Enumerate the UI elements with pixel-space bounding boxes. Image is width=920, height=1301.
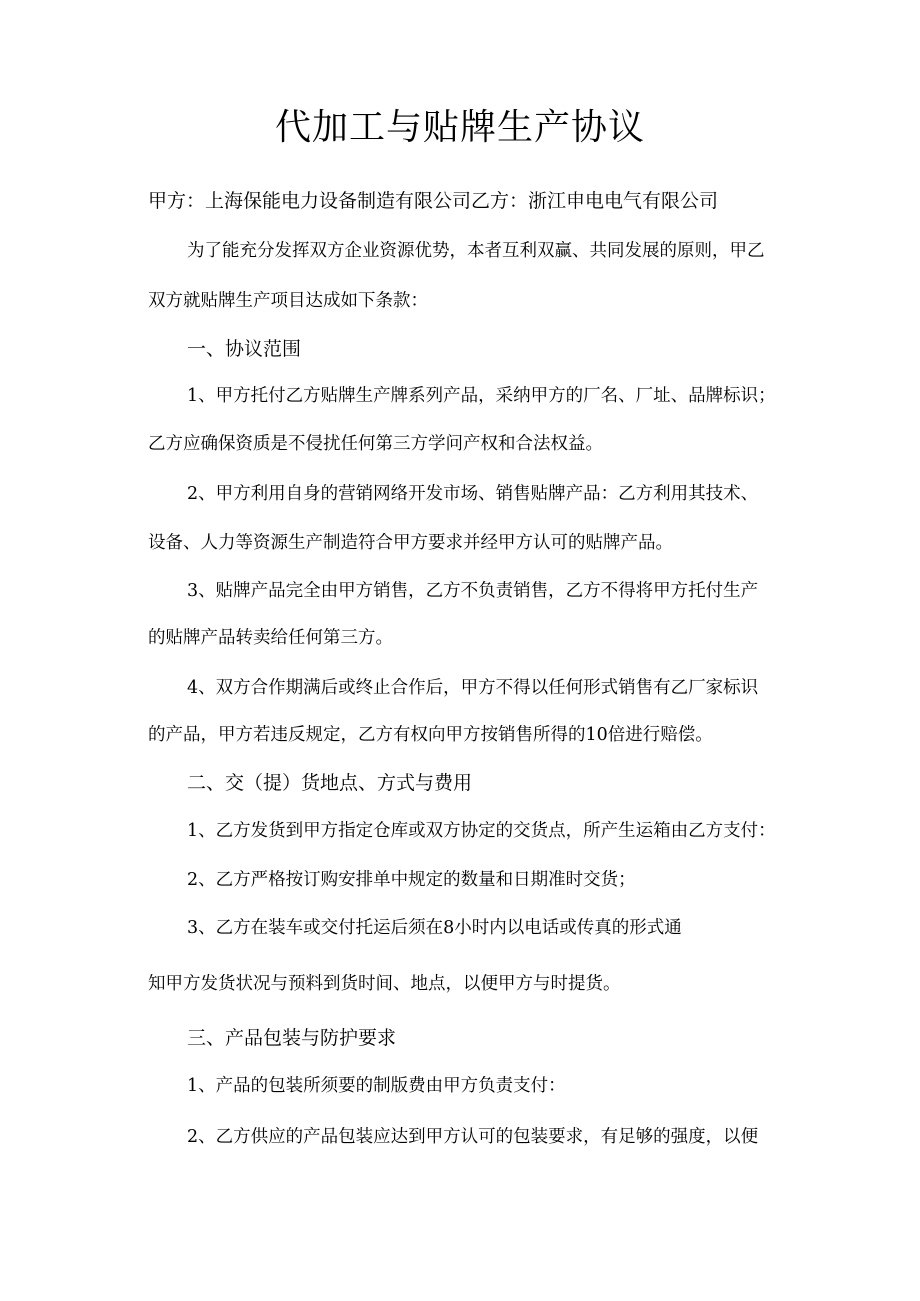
document-title: 代加工与贴牌生产协议 — [274, 107, 645, 148]
section-heading-scope: 一、协议范围 — [187, 338, 302, 360]
clause-1-2-line-1: 2、甲方利用自身的营销网络开发市场、销售贴牌产品：乙方利用其技术、 — [187, 484, 759, 504]
clause-2-2: 2、乙方严格按订购安排单中规定的数量和日期准时交货； — [187, 870, 636, 890]
clause-2-3-line-1: 3、乙方在装车或交付托运后须在8小时内以电话或传真的形式通 — [187, 918, 682, 938]
clause-1-4-line-1: 4、双方合作期满后或终止合作后，甲方不得以任何形式销售有乙厂家标识 — [187, 678, 759, 698]
clause-1-4-line-2: 的产品，甲方若违反规定，乙方有权向甲方按销售所得的10倍进行赔偿。 — [148, 725, 713, 745]
clause-1-3-line-1: 3、贴牌产品完全由甲方销售，乙方不负责销售，乙方不得将甲方托付生产 — [187, 581, 759, 601]
clause-1-3-line-2: 的贴牌产品转卖给任何第三方。 — [148, 628, 393, 648]
intro-line-1: 为了能充分发挥双方企业资源优势，本者互利双赢、共同发展的原则，甲乙 — [187, 241, 765, 261]
intro-line-2: 双方就贴牌生产项目达成如下条款： — [148, 291, 428, 311]
parties-line: 甲方：上海保能电力设备制造有限公司乙方：浙江申电电气有限公司 — [148, 190, 719, 212]
clause-2-1: 1、乙方发货到甲方指定仓库或双方协定的交货点，所产生运箱由乙方支付： — [187, 821, 776, 841]
section-heading-packaging: 三、产品包装与防护要求 — [187, 1027, 397, 1049]
section-heading-delivery: 二、交（提）货地点、方式与费用 — [187, 772, 473, 794]
clause-1-2-line-2: 设备、人力等资源生产制造符合甲方要求并经甲方认可的贴牌产品。 — [148, 533, 673, 553]
clause-1-1-line-1: 1、甲方托付乙方贴牌生产牌系列产品，采纳甲方的厂名、厂址、品牌标识； — [187, 386, 776, 406]
clause-1-1-line-2: 乙方应确保资质是不侵扰任何第三方学问产权和合法权益。 — [148, 434, 603, 454]
clause-2-3-line-2: 知甲方发货状况与预料到货时间、地点，以便甲方与时提货。 — [148, 974, 621, 994]
clause-3-2-line-1: 2、乙方供应的产品包装应达到甲方认可的包装要求，有足够的强度，以便 — [187, 1127, 759, 1147]
clause-3-1: 1、产品的包装所须要的制版费由甲方负责支付： — [187, 1076, 566, 1096]
